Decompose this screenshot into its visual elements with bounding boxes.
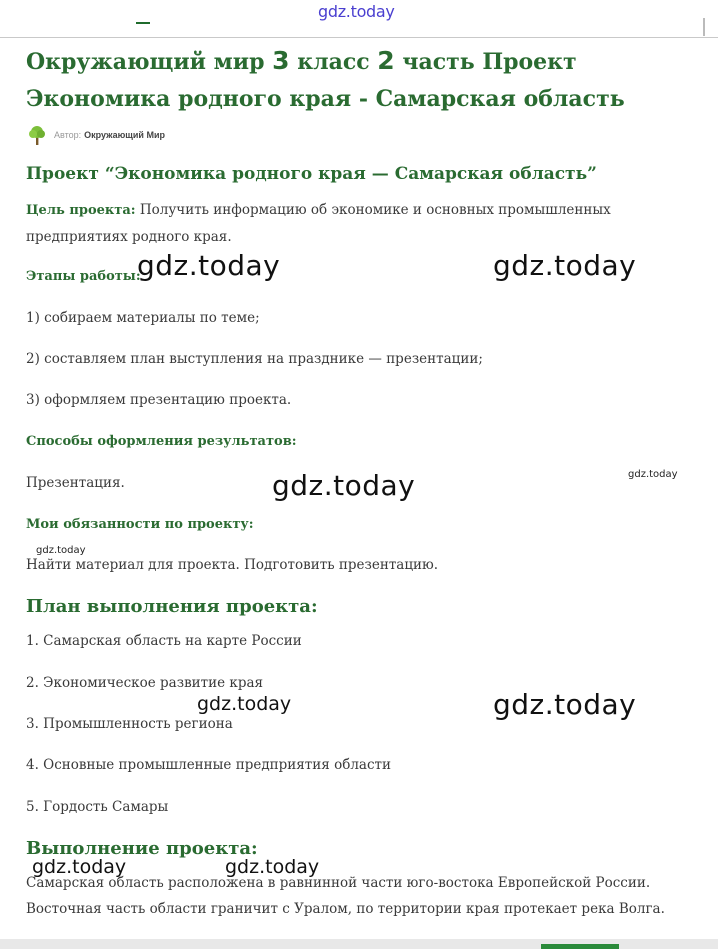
- watermark: gdz.today: [137, 249, 281, 282]
- title-grade-number: 3: [272, 46, 290, 75]
- duties-label-paragraph: [26, 511, 686, 538]
- title-part3: часть Проект Экономика родного края - Самарская область: [26, 49, 625, 112]
- goal-text: Получить информацию об экономике и основных промышленных предприятиях родного края.: [26, 202, 611, 245]
- watermark: gdz.today: [493, 688, 637, 721]
- execution-text: Самарская область расположена в равнинной части юго-востока Европейской России. Восточная часть области граничит с Уралом, по территории края протекает река Волга.: [26, 875, 665, 917]
- header-divider: [0, 37, 718, 38]
- tree-icon: [26, 124, 48, 146]
- watermark: gdz.today: [32, 856, 127, 878]
- page-title: [26, 42, 706, 118]
- formats-label-paragraph: [26, 428, 686, 455]
- plan-item: 4. Основные промышленные предприятия области: [26, 757, 391, 773]
- title-part-number: 2: [377, 46, 395, 75]
- title-part2: класс: [289, 49, 378, 75]
- footer-accent-button[interactable]: [541, 944, 619, 949]
- author-name[interactable]: Окружающий Мир: [84, 130, 165, 140]
- execution-heading: Выполнение проекта:: [26, 838, 258, 859]
- watermark: gdz.today: [628, 469, 678, 480]
- stage-item: 1) собираем материалы по теме;: [26, 310, 260, 326]
- plan-item: 1. Самарская область на карте России: [26, 633, 302, 649]
- formats-label: Способы оформления результатов:: [26, 434, 297, 449]
- watermark: gdz.today: [36, 545, 86, 556]
- watermark: gdz.today: [272, 469, 416, 502]
- duties-label: Мои обязанности по проекту:: [26, 517, 254, 532]
- menu-dash[interactable]: [136, 22, 150, 24]
- plan-item: 3. Промышленность региона: [26, 716, 233, 732]
- watermark: gdz.today: [197, 693, 292, 715]
- top-bar: [0, 0, 718, 38]
- stage-item: 2) составляем план выступления на празднике — презентации;: [26, 351, 483, 367]
- plan-item: 2. Экономическое развитие края: [26, 675, 264, 691]
- plan-item: 5. Гордость Самары: [26, 799, 169, 815]
- watermark: gdz.today: [493, 249, 637, 282]
- plan-heading: План выполнения проекта:: [26, 596, 318, 617]
- stages-label: Этапы работы:: [26, 269, 141, 284]
- goal-paragraph: [26, 197, 686, 250]
- top-right-divider: [703, 18, 705, 36]
- watermark: gdz.today: [225, 856, 320, 878]
- site-logo[interactable]: gdz.today: [318, 2, 395, 21]
- duties-text: Найти материал для проекта. Подготовить презентацию.: [26, 557, 439, 573]
- stage-item: 3) оформляем презентацию проекта.: [26, 392, 292, 408]
- goal-label: Цель проекта:: [26, 203, 136, 218]
- title-part1: Окружающий мир: [26, 49, 273, 75]
- formats-text: Презентация.: [26, 475, 125, 491]
- project-heading: Проект “Экономика родного края — Самарская область”: [26, 164, 597, 184]
- author-label: Автор:: [54, 130, 82, 140]
- author-line: [26, 124, 165, 146]
